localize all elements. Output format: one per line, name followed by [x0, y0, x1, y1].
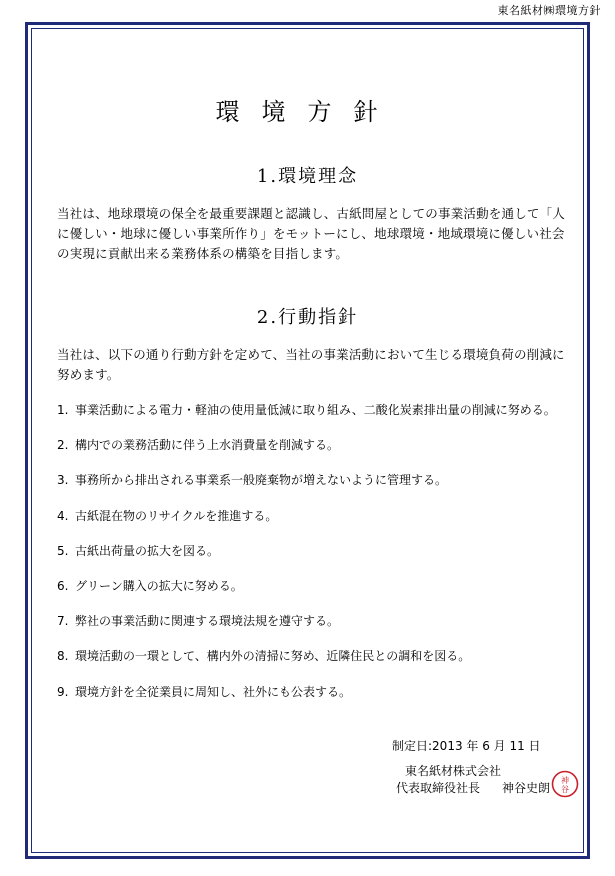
- list-item-number: 8.: [57, 649, 69, 664]
- section-heading-philosophy: 1.環境理念: [256, 166, 359, 187]
- list-item: [57, 578, 577, 613]
- list-item: [57, 402, 577, 437]
- list-item-text: 古紙出荷量の拡大を図る。: [75, 543, 220, 558]
- representative-title: 代表取締役社長: [396, 781, 481, 795]
- list-item: [57, 684, 577, 719]
- list-item-text: グリーン購入の拡大に努める。: [75, 578, 243, 593]
- representative-line: [396, 779, 550, 796]
- page-title: 環境方針: [215, 98, 400, 126]
- list-item-text: 事務所から排出される事業系一般廃棄物が増えないように管理する。: [75, 473, 448, 488]
- list-item-text: 環境活動の一環として、構内外の清掃に努め、近隣住民との調和を図る。: [75, 649, 471, 664]
- list-item-number: 2.: [57, 438, 69, 453]
- list-item-text: 弊社の事業活動に関連する環境法規を遵守する。: [75, 614, 340, 629]
- section-heading-guidelines: 2.行動指針: [256, 307, 359, 328]
- paragraph-line: に優しい・地球に優しい事業所作り」をモットーにし、地球環境・地域環境に優しい社会: [57, 226, 565, 241]
- paragraph-line: 当社は、以下の通り行動方針を定めて、当社の事業活動において生じる環境負荷の削減に: [57, 347, 565, 362]
- list-item-number: 9.: [57, 684, 69, 699]
- list-item-number: 4.: [57, 508, 69, 523]
- list-item-number: 6.: [57, 578, 69, 593]
- list-item: [57, 613, 577, 648]
- list-item-text: 事業活動による電力・軽油の使用量低減に取り組み、二酸化炭素排出量の削減に努める。: [75, 403, 556, 417]
- paragraph-line: 当社は、地球環境の保全を最重要課題と認識し、古紙問屋としての事業活動を通して「人: [57, 206, 566, 221]
- enactment-date: 制定日:2013 年 6 月 11 日: [392, 739, 541, 753]
- paragraph-line: の実現に貢献出来る業務体系の構築を目指します。: [57, 246, 349, 261]
- list-item-number: 1.: [57, 403, 69, 417]
- personal-seal-stamp-icon: [551, 770, 579, 798]
- svg-text:神: 神: [561, 776, 569, 785]
- list-item: [57, 472, 577, 507]
- list-item: [57, 508, 577, 543]
- list-item-number: 7.: [57, 614, 69, 629]
- representative-name: 神谷史朗: [502, 781, 551, 795]
- guidelines-intro-paragraph: [57, 345, 569, 385]
- list-item-text: 構内での業務活動に伴う上水消費量を削減する。: [75, 438, 340, 453]
- list-item-number: 3.: [57, 473, 69, 488]
- list-item: [57, 648, 577, 683]
- list-item-number: 5.: [57, 543, 69, 558]
- list-item: [57, 543, 577, 578]
- paragraph-line: 努めます。: [57, 367, 120, 382]
- list-item-text: 環境方針を全従業員に周知し、社外にも公表する。: [75, 684, 352, 699]
- company-name: 東名紙材株式会社: [405, 764, 502, 778]
- philosophy-paragraph: [57, 204, 569, 264]
- list-item: [57, 437, 577, 472]
- document-header-label: 東名紙材㈱環境方針: [497, 4, 601, 17]
- svg-text:谷: 谷: [561, 785, 569, 794]
- list-item-text: 古紙混在物のリサイクルを推進する。: [75, 508, 278, 523]
- guideline-list: [57, 402, 577, 719]
